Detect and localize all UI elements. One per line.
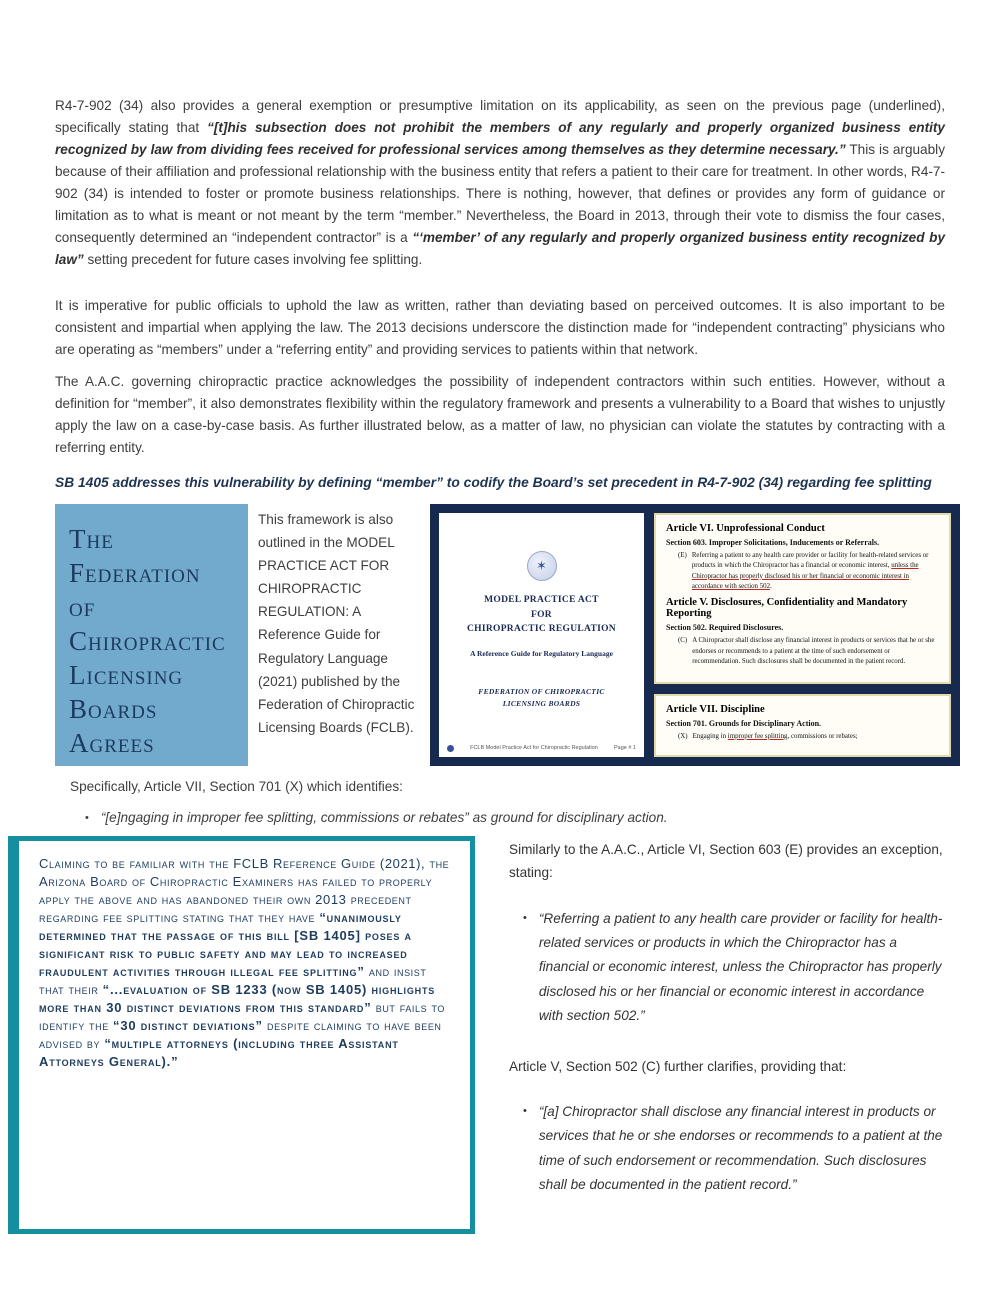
cover-title-line1: MODEL PRACTICE ACT bbox=[484, 594, 599, 605]
item-text-plain: Engaging in bbox=[692, 732, 728, 740]
section502-item-c bbox=[666, 636, 939, 667]
item-text-red-underline: unless the Chiropractor has properly disclosed his or her financial or economic interest in accordance with section 502 bbox=[691, 562, 919, 590]
fclb-sidebar-line: Chiropractic bbox=[69, 625, 226, 656]
cover-footer-page: Page # 1 bbox=[613, 745, 636, 752]
excerpt-box-article7 bbox=[654, 694, 951, 757]
paragraph-aac: The A.A.C. governing chiropractic practice acknowledges the possibility of independent contractors within such entities. However, without a definition for “member”, it also demonstrates flexibility within the regulatory framework and presents a vulnerability to a Board that wishes to unjustly apply the law on a case-by-case basis. As further illustrated below, as a matter of law, no physician can violate the statutes by contracting with a referring entity. bbox=[55, 374, 945, 456]
item-text-end: , commissions or rebates; bbox=[787, 732, 858, 740]
quote-text: “Referring a patient to any health care provider or facility for health-related services or products in which the Chiropractor has a financial or economic interest, unless the Chiropractor has properly disclosed his or her financial or economic interest in accordance with section 502.” bbox=[538, 910, 943, 1024]
fclb-sidebar-line: Licensing bbox=[69, 659, 184, 690]
callout-quote-deviations: “30 distinct deviations” bbox=[113, 1017, 263, 1033]
cover-footer bbox=[447, 745, 636, 752]
rightcol-intro-article6: Similarly to the A.A.C., Article VI, Section 603 (E) provides an exception, stating: bbox=[509, 842, 943, 881]
embedded-model-practice-act-image bbox=[430, 504, 960, 766]
section701-item-x bbox=[666, 732, 939, 742]
fclb-sidebar-line: of bbox=[69, 591, 96, 622]
item-label: (X) bbox=[678, 732, 688, 740]
fclb-sidebar-box bbox=[55, 504, 248, 766]
section603-heading: Section 603. Improper Solicitations, Inducements or Referrals. bbox=[666, 537, 880, 547]
rightcol-quote-disclose bbox=[509, 1100, 945, 1198]
model-practice-act-cover-page bbox=[439, 513, 644, 757]
bullet-improper-fee-splitting bbox=[55, 808, 945, 828]
bullet-icon: • bbox=[523, 1104, 527, 1117]
article7-heading: Article VII. Discipline bbox=[666, 703, 765, 715]
callout-box bbox=[8, 836, 475, 1234]
p1-seg3: This is arguably because of their affiliation and professional relationship with the business entity that refers a patient to their care for treatment. In other words, R4-7-902 (34) is intended to foster or promote business relationships. There is nothing, however, that defines or provides any form of guidance or limitation as to what is meant or not meant by the term “member.” Nevertheless, the Board in 2013, through their vote to dismiss the four cases, consequently determined an “independent contractor” is a bbox=[55, 142, 945, 246]
item-text bbox=[692, 551, 939, 592]
paragraph-imperative: It is imperative for public officials to uphold the law as written, rather than deviating based on perceived outcomes. It is also important to be consistent and impartial when applying the law. The 2013 decisions underscore the distinction made for “independent contracting” physicians who are operating as “members” under a “referring entity” and providing services to patients within that network. bbox=[55, 298, 945, 358]
callout-seg7: despite claiming to have been advised by bbox=[39, 1017, 442, 1051]
article6-heading: Article VI. Unprofessional Conduct bbox=[666, 522, 825, 534]
paragraph-r4-exemption bbox=[55, 95, 945, 271]
section603-item-e bbox=[666, 551, 939, 592]
item-text: A Chiropractor shall disclose any financial interest in products or services that he or she endorses or recommends to a patient at the time of such endorsement or recommendation. Such disclosures shall be documented in the patient record. bbox=[692, 637, 935, 666]
bullet-icon: • bbox=[523, 911, 527, 924]
right-column bbox=[475, 836, 945, 1198]
cover-subtitle: A Reference Guide for Regulatory Language bbox=[470, 649, 613, 659]
fclb-sidebar-line: Agrees bbox=[69, 728, 155, 759]
rightcol-quote-referring bbox=[509, 907, 945, 1029]
callout-seg1: Claiming to be familiar with the FCLB Reference Guide (2021), the Arizona Board of Chiropractic Examiners has failed to properly apply the above and has abandoned their own 2013 precedent regarding fee splitting stating that they have bbox=[39, 856, 450, 926]
quote-text: “[a] Chiropractor shall disclose any financial interest in products or services that he or she endorses or recommends to a patient at the time of such endorsement or recommendation. Such disclosures shall be documented in the patient record.” bbox=[538, 1103, 943, 1193]
callout-seg3: and insist that their bbox=[39, 963, 427, 997]
callout-quote-unanimously: “unanimously determined that the passage of this bill [SB 1405] poses a significant risk to public safety and may lead to increased fraudulent activities through illegal fee splitting” bbox=[39, 910, 412, 979]
rightcol-intro-article5: Article V, Section 502 (C) further clarifies, providing that: bbox=[509, 1058, 847, 1074]
fclb-section bbox=[55, 504, 960, 766]
fclb-sidebar-line: The bbox=[69, 523, 114, 554]
fclb-intro-text: This framework is also outlined in the MODEL PRACTICE ACT FOR CHIROPRACTIC REGULATION: A Reference Guide for Regulatory Language (2021) published by the Federation of Chiropractic Licensing Boards (FCLB). bbox=[258, 511, 415, 735]
p1-quote-subsection: “[t]his subsection does not prohibit the members of any regularly and properly organized business entity recognized by law from dividing fees received for professional services among themselves as they determine necessary.” bbox=[55, 120, 945, 158]
p1-quote-member: “‘member’ of any regularly and properly organized business entity recognized by law” bbox=[55, 230, 946, 268]
bottom-two-columns bbox=[39, 836, 945, 1234]
specifically-line: Specifically, Article VII, Section 701 (X) which identifies: bbox=[70, 778, 403, 794]
item-text-red-underline: improper fee splitting bbox=[727, 732, 788, 740]
cover-footer-text: FCLB Model Practice Act for Chiropractic Regulation bbox=[470, 745, 598, 752]
fclb-footer-logo-icon bbox=[447, 745, 454, 752]
item-text-plain: Referring a patient to any health care provider or facility for health-related services or products in which the Chiropractor has a financial or economic interest, bbox=[691, 551, 929, 570]
cover-org-line2: LICENSING BOARDS bbox=[502, 699, 581, 709]
bullet-icon: • bbox=[85, 811, 89, 824]
callout-text bbox=[39, 855, 452, 1070]
heading-sb1405: SB 1405 addresses this vulnerability by defining “member” to codify the Board’s set precedent in R4-7-902 (34) regarding fee splitting bbox=[55, 475, 932, 491]
fclb-sidebar-line: Federation bbox=[69, 557, 201, 588]
callout-quote-evaluation: “...evaluation of SB 1233 (now SB 1405) highlights more than 30 distinct deviations from this standard” bbox=[39, 981, 436, 1015]
section701-heading: Section 701. Grounds for Disciplinary Action. bbox=[666, 718, 822, 728]
item-label: (C) bbox=[678, 637, 688, 645]
bullet-text: “[e]ngaging in improper fee splitting, commissions or rebates” as ground for disciplinary action. bbox=[100, 809, 668, 825]
article5-heading: Article V. Disclosures, Confidentiality and Mandatory Reporting bbox=[666, 597, 908, 620]
excerpt-box-article6-article5 bbox=[654, 513, 951, 684]
item-text bbox=[693, 732, 858, 742]
excerpt-column bbox=[654, 513, 951, 757]
section502-heading: Section 502. Required Disclosures. bbox=[666, 623, 784, 633]
item-label: (E) bbox=[678, 551, 687, 559]
callout-seg5: but fails to identify the bbox=[39, 999, 445, 1033]
cover-org-line1: FEDERATION OF CHIROPRACTIC bbox=[478, 687, 605, 697]
callout-quote-attorneys: “multiple attorneys (including three Assistant Attorneys General).” bbox=[39, 1035, 399, 1069]
p1-seg5: setting precedent for future cases involving fee splitting. bbox=[83, 252, 423, 268]
item-text-end: . bbox=[770, 583, 772, 590]
p1-seg1: R4-7-902 (34) also provides a general exemption or presumptive limitation on its applicability, as seen on the previous page (underlined), specifically stating that bbox=[55, 98, 945, 136]
fclb-seal-logo-icon: ✶ bbox=[527, 551, 557, 581]
fclb-sidebar-line: Boards bbox=[69, 694, 158, 724]
cover-title-line3: CHIROPRACTIC REGULATION bbox=[467, 624, 616, 635]
cover-title-line2: FOR bbox=[531, 609, 552, 620]
